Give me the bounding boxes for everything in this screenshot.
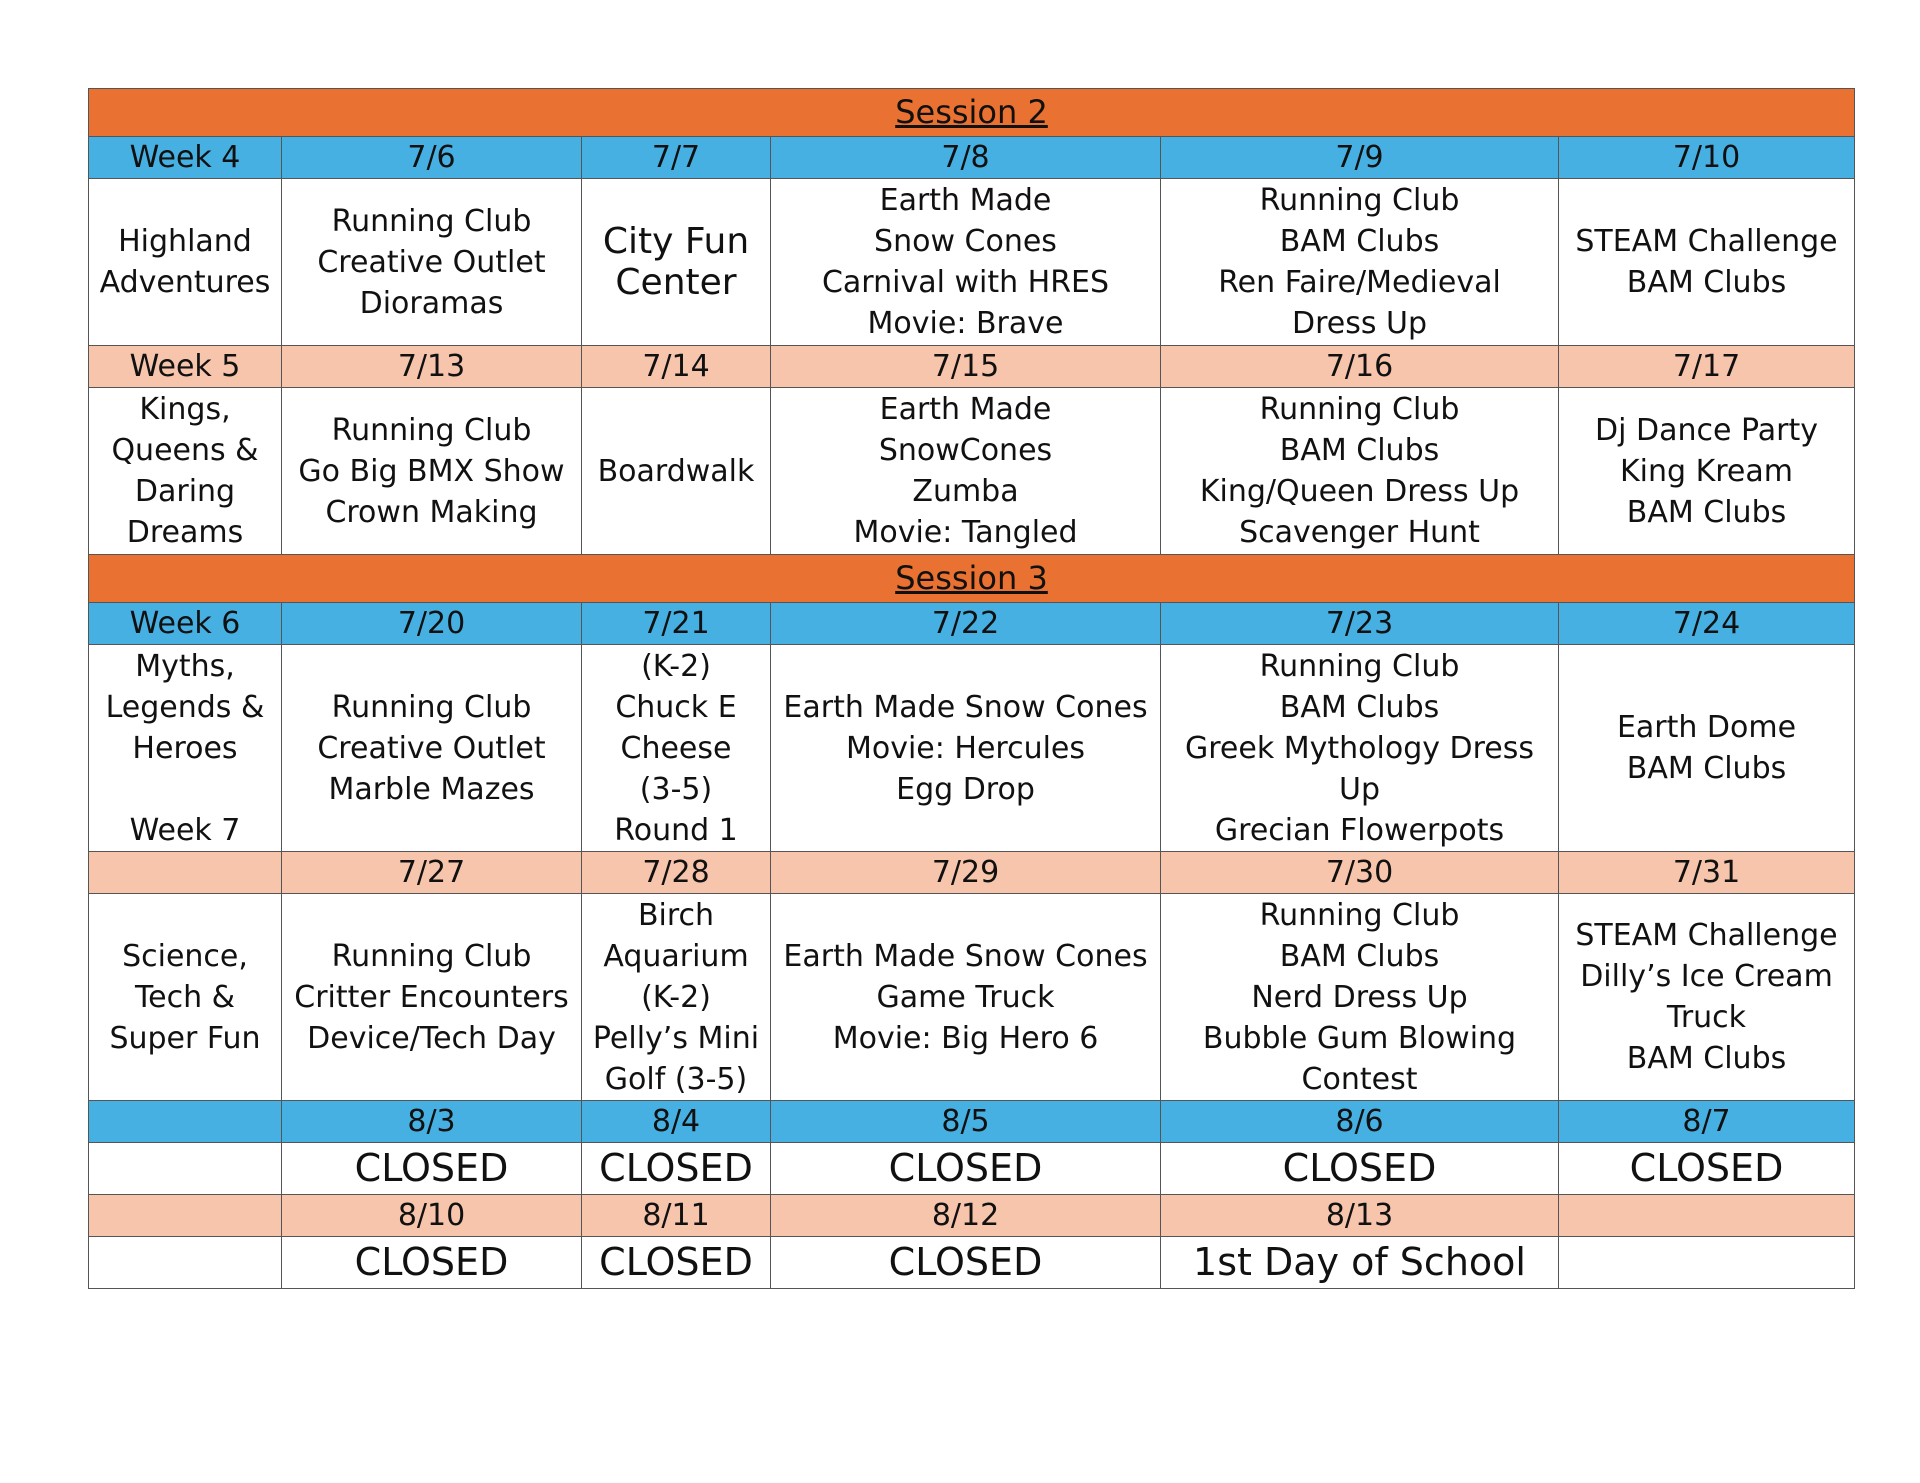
activity-line: Go Big BMX Show bbox=[298, 453, 565, 489]
day-status: CLOSED bbox=[354, 1146, 509, 1190]
day-status: CLOSED bbox=[599, 1240, 753, 1284]
activity-line: Nerd Dress Up bbox=[1251, 979, 1468, 1015]
date-cell: 7/9 bbox=[1161, 137, 1559, 179]
day-cell bbox=[282, 894, 582, 1101]
day-status: CLOSED bbox=[1282, 1146, 1437, 1190]
activity-row bbox=[89, 1237, 1855, 1289]
date-row bbox=[89, 603, 1855, 645]
activity-line: STEAM Challenge bbox=[1575, 224, 1838, 259]
theme-cell bbox=[89, 645, 282, 852]
activity-line: BAM Clubs bbox=[1626, 751, 1787, 786]
activity-line: Movie: Tangled bbox=[853, 515, 1078, 550]
activity-line: Heroes bbox=[132, 730, 238, 766]
day-status: CLOSED bbox=[888, 1146, 1043, 1190]
session-header bbox=[89, 555, 1855, 603]
date-cell: 7/13 bbox=[282, 346, 582, 388]
activity-line: King Kream bbox=[1619, 453, 1793, 489]
activity-line: Movie: Big Hero 6 bbox=[832, 1020, 1099, 1056]
day-status: CLOSED bbox=[1629, 1146, 1784, 1190]
activity-row bbox=[89, 1143, 1855, 1195]
day-cell bbox=[771, 645, 1161, 852]
activity-line: Pelly’s Mini bbox=[592, 1020, 760, 1056]
activity-line: Zumba bbox=[912, 474, 1019, 509]
week-label bbox=[89, 1195, 282, 1237]
activity-line: Cheese bbox=[620, 730, 732, 766]
session-label: Session 3 bbox=[895, 559, 1048, 597]
activity-line: BAM Clubs bbox=[1279, 224, 1440, 259]
day-cell bbox=[582, 645, 771, 852]
day-cell bbox=[1559, 179, 1855, 346]
date-cell: 8/4 bbox=[582, 1101, 771, 1143]
date-cell: 8/10 bbox=[282, 1195, 582, 1237]
activity-row bbox=[89, 179, 1855, 346]
session-header bbox=[89, 89, 1855, 137]
activity-line: Earth Made bbox=[879, 392, 1052, 427]
date-row bbox=[89, 852, 1855, 894]
date-cell: 7/24 bbox=[1559, 603, 1855, 645]
activity-line: Running Club bbox=[331, 938, 532, 974]
day-status: 1st Day of School bbox=[1193, 1240, 1526, 1284]
day-cell bbox=[1161, 645, 1559, 852]
activity-line: BAM Clubs bbox=[1626, 265, 1787, 300]
activity-line: Golf (3-5) bbox=[604, 1061, 748, 1097]
week-label: Week 5 bbox=[89, 346, 282, 388]
activity-row bbox=[89, 388, 1855, 555]
date-cell: 7/16 bbox=[1161, 346, 1559, 388]
activity-line: Boardwalk bbox=[597, 453, 755, 489]
day-cell bbox=[582, 894, 771, 1101]
date-cell: 7/8 bbox=[771, 137, 1161, 179]
activity-line: Bubble Gum Blowing bbox=[1202, 1020, 1517, 1056]
activity-line: BAM Clubs bbox=[1279, 938, 1440, 974]
date-cell bbox=[1559, 1195, 1855, 1237]
day-cell bbox=[771, 1143, 1161, 1195]
day-cell bbox=[1559, 1143, 1855, 1195]
activity-line: Running Club bbox=[331, 203, 532, 239]
activity-line: Device/Tech Day bbox=[307, 1020, 556, 1056]
date-cell: 7/17 bbox=[1559, 346, 1855, 388]
activity-line: Tech & bbox=[134, 979, 236, 1015]
activity-line: Egg Drop bbox=[896, 771, 1035, 807]
date-cell: 8/11 bbox=[582, 1195, 771, 1237]
activity-line: Earth Made bbox=[879, 183, 1052, 218]
activity-line: Running Club bbox=[1259, 897, 1460, 933]
day-cell bbox=[1559, 388, 1855, 555]
date-cell: 7/14 bbox=[582, 346, 771, 388]
day-cell bbox=[1559, 645, 1855, 852]
activity-line: Grecian Flowerpots bbox=[1214, 812, 1505, 848]
date-cell: 8/5 bbox=[771, 1101, 1161, 1143]
activity-line: Greek Mythology Dress bbox=[1184, 730, 1535, 766]
activity-line: Adventures bbox=[99, 265, 271, 300]
theme-cell bbox=[89, 1237, 282, 1289]
day-cell bbox=[1161, 894, 1559, 1101]
activity-line: Dioramas bbox=[359, 285, 504, 321]
date-cell: 7/10 bbox=[1559, 137, 1855, 179]
week-label: Week 7 bbox=[129, 812, 241, 848]
date-cell: 7/30 bbox=[1161, 852, 1559, 894]
activity-line: Earth Made Snow Cones bbox=[783, 938, 1148, 974]
day-cell bbox=[282, 388, 582, 555]
activity-line: Scavenger Hunt bbox=[1239, 515, 1480, 550]
day-status: CLOSED bbox=[599, 1146, 753, 1190]
date-cell: 7/28 bbox=[582, 852, 771, 894]
day-cell bbox=[582, 179, 771, 346]
activity-line: Running Club bbox=[1259, 183, 1460, 218]
activity-line: Game Truck bbox=[876, 979, 1055, 1015]
day-cell bbox=[582, 1237, 771, 1289]
activity-line: Contest bbox=[1301, 1061, 1418, 1097]
date-cell: 7/15 bbox=[771, 346, 1161, 388]
day-cell bbox=[771, 179, 1161, 346]
activity-line: Legends & bbox=[105, 689, 265, 725]
session-title bbox=[89, 89, 1855, 137]
activity-line: Science, bbox=[122, 938, 248, 974]
activity-line: (K-2) bbox=[641, 979, 711, 1015]
date-cell: 7/31 bbox=[1559, 852, 1855, 894]
activity-line: Snow Cones bbox=[874, 224, 1057, 259]
day-cell bbox=[582, 388, 771, 555]
activity-line: Critter Encounters bbox=[294, 979, 569, 1015]
date-cell: 7/29 bbox=[771, 852, 1161, 894]
week-label: Week 4 bbox=[89, 137, 282, 179]
theme-cell bbox=[89, 179, 282, 346]
activity-line: Myths, bbox=[135, 648, 235, 684]
theme-cell bbox=[89, 388, 282, 555]
week-label bbox=[89, 852, 282, 894]
camp-schedule bbox=[88, 88, 1855, 1289]
activity-line: Running Club bbox=[331, 689, 532, 725]
day-status: CLOSED bbox=[354, 1240, 509, 1284]
activity-line: Crown Making bbox=[325, 494, 538, 530]
date-cell: 8/13 bbox=[1161, 1195, 1559, 1237]
date-cell: 8/3 bbox=[282, 1101, 582, 1143]
theme-cell bbox=[89, 1143, 282, 1195]
week-label: Week 6 bbox=[89, 603, 282, 645]
day-cell bbox=[771, 894, 1161, 1101]
activity-line: Earth Dome bbox=[1616, 710, 1797, 745]
activity-line: Chuck E bbox=[615, 689, 737, 725]
date-cell: 7/23 bbox=[1161, 603, 1559, 645]
schedule-table bbox=[88, 88, 1855, 1289]
activity-line: Carnival with HRES bbox=[821, 265, 1110, 300]
activity-line: Movie: Brave bbox=[867, 306, 1064, 341]
activity-line: Truck bbox=[1666, 1000, 1747, 1035]
day-cell bbox=[582, 1143, 771, 1195]
activity-line: Dreams bbox=[126, 515, 244, 550]
day-cell bbox=[771, 1237, 1161, 1289]
activity-line: BAM Clubs bbox=[1279, 433, 1440, 468]
day-cell bbox=[282, 645, 582, 852]
date-cell: 8/7 bbox=[1559, 1101, 1855, 1143]
day-cell bbox=[1161, 1143, 1559, 1195]
day-cell bbox=[282, 1237, 582, 1289]
theme-cell bbox=[89, 894, 282, 1101]
activity-line: Aquarium bbox=[603, 938, 749, 974]
date-row bbox=[89, 1195, 1855, 1237]
activity-line: City Fun bbox=[602, 221, 750, 262]
date-cell: 7/21 bbox=[582, 603, 771, 645]
day-status: CLOSED bbox=[888, 1240, 1043, 1284]
activity-line: BAM Clubs bbox=[1279, 689, 1440, 725]
activity-line: Daring bbox=[134, 474, 236, 509]
activity-line: Running Club bbox=[331, 412, 532, 448]
activity-line: Kings, bbox=[139, 392, 231, 427]
activity-line: Ren Faire/Medieval bbox=[1218, 265, 1501, 300]
activity-line: Queens & bbox=[111, 433, 259, 468]
activity-line: BAM Clubs bbox=[1626, 494, 1787, 530]
date-row bbox=[89, 346, 1855, 388]
activity-line: Dress Up bbox=[1291, 306, 1428, 341]
day-cell bbox=[1161, 388, 1559, 555]
activity-line: Creative Outlet bbox=[317, 730, 546, 766]
day-cell bbox=[1559, 894, 1855, 1101]
day-cell bbox=[1559, 1237, 1855, 1289]
activity-line: Birch bbox=[637, 897, 715, 933]
day-cell bbox=[282, 1143, 582, 1195]
activity-line: Dilly’s Ice Cream bbox=[1580, 959, 1833, 994]
date-cell: 7/20 bbox=[282, 603, 582, 645]
day-cell bbox=[1161, 179, 1559, 346]
activity-line: Movie: Hercules bbox=[845, 730, 1086, 766]
activity-line: Super Fun bbox=[109, 1020, 261, 1056]
day-cell bbox=[1161, 1237, 1559, 1289]
activity-line: Highland bbox=[118, 224, 252, 259]
date-cell: 7/22 bbox=[771, 603, 1161, 645]
activity-line: Dj Dance Party bbox=[1595, 412, 1818, 448]
activity-line: Up bbox=[1338, 771, 1380, 807]
activity-line: King/Queen Dress Up bbox=[1199, 474, 1520, 509]
activity-line: Running Club bbox=[1259, 648, 1460, 684]
activity-line: (K-2) bbox=[641, 648, 711, 684]
day-cell bbox=[282, 179, 582, 346]
session-label: Session 2 bbox=[895, 93, 1048, 131]
week-label bbox=[89, 1101, 282, 1143]
activity-row bbox=[89, 645, 1855, 852]
activity-line: SnowCones bbox=[878, 433, 1053, 468]
activity-line: Running Club bbox=[1259, 392, 1460, 427]
activity-line: BAM Clubs bbox=[1626, 1041, 1787, 1076]
date-row bbox=[89, 137, 1855, 179]
activity-line: Marble Mazes bbox=[328, 771, 535, 807]
activity-line: Earth Made Snow Cones bbox=[783, 689, 1148, 725]
activity-line: STEAM Challenge bbox=[1575, 918, 1838, 953]
date-cell: 7/6 bbox=[282, 137, 582, 179]
date-cell: 7/27 bbox=[282, 852, 582, 894]
date-cell: 8/6 bbox=[1161, 1101, 1559, 1143]
date-cell: 8/12 bbox=[771, 1195, 1161, 1237]
day-cell bbox=[771, 388, 1161, 555]
activity-line: (3-5) bbox=[639, 771, 713, 807]
date-cell: 7/7 bbox=[582, 137, 771, 179]
activity-line: Center bbox=[615, 262, 737, 303]
session-title bbox=[89, 555, 1855, 603]
date-row bbox=[89, 1101, 1855, 1143]
activity-line: Round 1 bbox=[614, 812, 738, 848]
activity-row bbox=[89, 894, 1855, 1101]
activity-line: Creative Outlet bbox=[317, 244, 546, 280]
